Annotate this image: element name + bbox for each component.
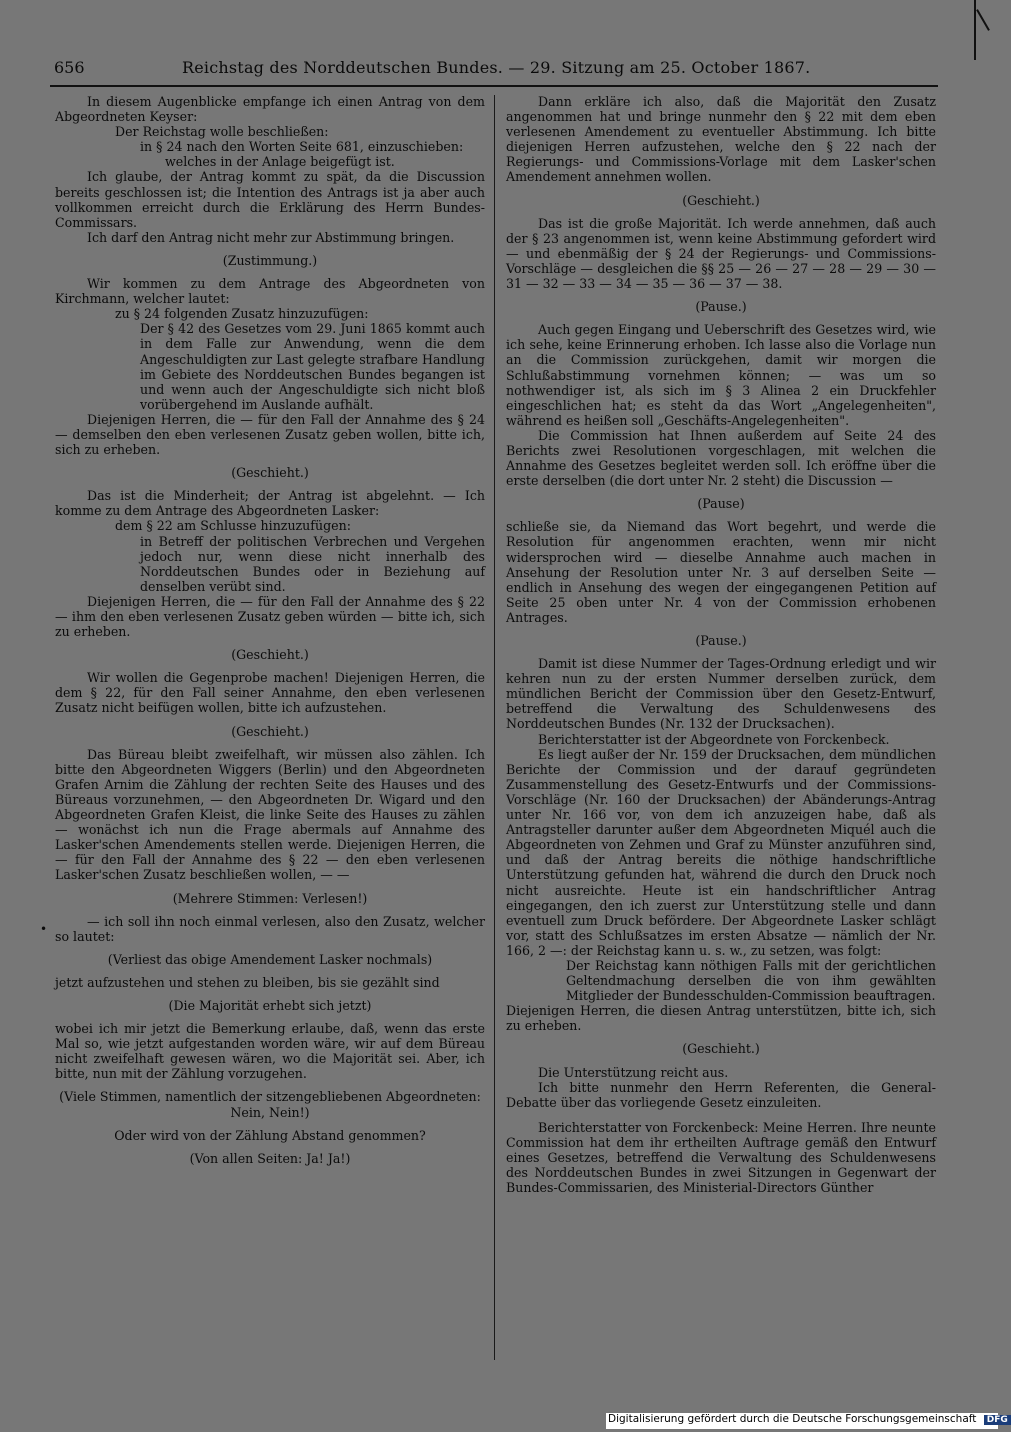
paragraph: Die Commission hat Ihnen außerdem auf Seite 24 des Berichts zwei Resolutionen vorgeschlagen, mit welchen die Annahme des Gesetzes begleitet werden soll. Ich eröffne über die erste derselben (die dort unter Nr. 2 steht) die Discussion —	[506, 427, 936, 489]
stage-direction: (Pause.)	[695, 633, 747, 648]
stage-direction: Oder wird von der Zählung Abstand genommen?	[114, 1127, 426, 1143]
paragraph: Damit ist diese Nummer der Tages-Ordnung erledigt und wir kehren nun zu der ersten Nummer derselben zurück, dem mündlichen Bericht der Commission über den Gesetz-Entwurf, betreffend die Verwaltung des Schuldenwesens des Norddeutschen Bundes (Nr. 132 der Drucksachen).	[506, 656, 936, 732]
paragraph: Wir kommen zu dem Antrage des Abgeordneten von Kirchmann, welcher lautet:	[55, 276, 485, 307]
paragraph: Das ist die Minderheit; der Antrag ist abgelehnt. — Ich komme zu dem Antrage des Abgeordneten Lasker:	[55, 488, 485, 519]
stage-direction: (Von allen Seiten: Ja! Ja!)	[189, 1150, 351, 1166]
paragraph: Berichterstatter ist der Abgeordnete von Forckenbeck.	[538, 731, 890, 747]
margin-mark: •	[40, 922, 48, 936]
stage-direction: (Geschieht.)	[682, 192, 760, 208]
paragraph: Der Reichstag wolle beschließen:	[115, 124, 329, 140]
paragraph: Das ist die große Majorität. Ich werde annehmen, daß auch der § 23 angenommen ist, wenn keine Abstimmung gefordert wird — und ebenmäßig der § 24 der Regierungs- und Commissions-Vorschläge — desgleichen die §§ 25 — 26 — 27 — 28 — 29 — 30 — 31 — 32 — 33 — 34 — 35 — 36 — 37 — 38.	[506, 215, 936, 292]
stage-direction: (Geschieht.)	[231, 465, 309, 481]
paragraph: in Betreff der politischen Verbrechen und Vergehen jedoch nur, wenn diese nicht innerhalb des Norddeutschen Bundes oder in Beziehung auf denselben verübt sind.	[140, 533, 485, 594]
paragraph: Dann erkläre ich also, daß die Majorität den Zusatz angenommen hat und bringe nunmehr den § 22 mit dem eben verlesenen Amendement zu eventueller Abstimmung. Ich bitte diejenigen Herren aufzustehen, welche den § 22 nach der Regierungs- und Commissions-Vorlage mit dem Lasker'schen Amendement annehmen wollen.	[506, 94, 936, 185]
spacer	[506, 1110, 936, 1120]
footer-text: Digitalisierung gefördert durch die Deutsche Forschungsgemeinschaft	[608, 1413, 977, 1425]
stage-direction: (Geschieht.)	[682, 1041, 760, 1057]
paragraph: Diejenigen Herren, die — für den Fall der Annahme des § 22 — ihm den eben verlesenen Zusatz geben würden — bitte ich, sich zu erheben.	[55, 593, 485, 640]
paragraph: In diesem Augenblicke empfange ich einen Antrag von dem Abgeordneten Keyser:	[55, 94, 485, 125]
paragraph: Diejenigen Herren, die — für den Fall der Annahme des § 24 — demselben den eben verlesenen Zusatz geben wollen, bitte ich, sich zu erheben.	[55, 411, 485, 458]
paragraph: Die Unterstützung reicht aus.	[538, 1064, 729, 1080]
paragraph: Ich glaube, der Antrag kommt zu spät, da die Discussion bereits geschlossen ist; die Intention des Antrags ist ja aber auch vollkommen erreicht durch die Erklärung des Herrn Bundes-Commissars.	[55, 169, 485, 230]
left-column	[55, 94, 485, 1174]
stage-direction: (Viele Stimmen, namentlich der sitzengebliebenen Abgeordneten: Nein, Nein!)	[59, 1089, 481, 1120]
paragraph: Ich darf den Antrag nicht mehr zur Abstimmung bringen.	[87, 229, 455, 245]
stage-direction: (Geschieht.)	[231, 723, 309, 739]
stage-direction: (Verliest das obige Amendement Lasker nochmals)	[107, 951, 433, 967]
column-divider	[494, 95, 495, 1360]
stage-direction: (Geschieht.)	[231, 647, 309, 663]
running-title: Reichstag des Norddeutschen Bundes. — 29. Sitzung am 25. October 1867.	[182, 58, 811, 77]
stage-direction: (Zustimmung.)	[222, 252, 318, 268]
page-number: 656	[54, 58, 85, 77]
stage-direction: (Die Majorität erhebt sich jetzt)	[168, 997, 372, 1013]
paragraph: Auch gegen Eingang und Ueberschrift des Gesetzes wird, wie ich sehe, keine Erinnerung erhoben. Ich lasse also die Vorlage nun an die Commission zurückgehen, damit wir morgen die Schlußabstimmung vornehmen können; — was um so nothwendiger ist, als sich im § 3 Alinea 2 ein Druckfehler eingeschlichen hat; es steht da das Wort „Angelegenheiten", während es heißen soll „Geschäfts-Angelegenheiten".	[506, 322, 936, 428]
paragraph: wobei ich mir jetzt die Bemerkung erlaube, daß, wenn das erste Mal so, wie jetzt aufgestanden worden wäre, wir auf dem Büreau nicht zweifelhaft gewesen wären, wo die Majorität sei. Aber, ich bitte, nun mit der Zählung vorzugehen.	[55, 1021, 485, 1082]
paragraph: Wir wollen die Gegenprobe machen! Diejenigen Herren, die dem § 22, für den Fall seiner Annahme, den eben verlesenen Zusatz nicht beifügen wollen, bitte ich aufzustehen.	[55, 670, 485, 716]
stage-direction: (Pause.)	[695, 299, 747, 315]
page-header	[40, 58, 940, 82]
dfg-logo: DFG	[984, 1415, 1011, 1425]
paragraph: Der Reichstag kann nöthigen Falls mit der gerichtlichen Geltendmachung derselben die von ihm gewählten Mitglieder der Bundesschulden-Commission beauftragen.	[566, 957, 936, 1004]
paragraph: zu § 24 folgenden Zusatz hinzuzufügen:	[115, 306, 369, 322]
right-column	[506, 94, 936, 1195]
paragraph: Das Büreau bleibt zweifelhaft, wir müssen also zählen. Ich bitte den Abgeordneten Wiggers (Berlin) und den Abgeordneten Grafen Arnim die Zählung der rechten Seite des Hauses und des Büreaus vorzunehmen, — den Abgeordneten Dr. Wigard und den Abgeordneten Grafen Kleist, die linke Seite des Hauses zu zählen — wonächst ich nun die Frage abermals auf Annahme des Lasker'schen Amendements stellen werde. Diejenigen Herren, die — für den Fall der Annahme des § 22 — den eben verlesenen Lasker'schen Zusatz beschließen wollen, — —	[55, 746, 485, 883]
footer-credit	[606, 1413, 1008, 1429]
paragraph: — ich soll ihn noch einmal verlesen, also den Zusatz, welcher so lautet:	[55, 913, 485, 944]
stage-direction: (Mehrere Stimmen: Verlesen!)	[172, 890, 368, 906]
header-rule	[50, 85, 938, 87]
paragraph: in § 24 nach den Worten Seite 681, einzuschieben:	[140, 139, 464, 155]
paragraph: dem § 22 am Schlusse hinzuzufügen:	[115, 518, 351, 534]
paragraph: welches in der Anlage beigefügt ist.	[165, 154, 395, 170]
paragraph: Der § 42 des Gesetzes vom 29. Juni 1865 kommt auch in dem Falle zur Anwendung, wenn die dem Angeschuldigten zur Last gelegte strafbare Handlung im Gebiete des Norddeutschen Bundes begangen ist und wenn auch der Angeschuldigte sich nicht bloß vorübergehend im Auslande aufhält.	[140, 321, 485, 412]
paragraph: Es liegt außer der Nr. 159 der Drucksachen, dem mündlichen Berichte der Commission und der darauf gegründeten Zusammenstellung des Gesetz-Entwurfs und der Commissions-Vorschläge (Nr. 160 der Drucksachen) der Abänderungs-Antrag unter Nr. 166 vor, von dem ich anzuzeigen habe, daß als Antragsteller darunter außer dem Abgeordneten Miquél auch die Abgeordneten von Zehmen und Graf zu Münster anzuführen sind, und daß der Antrag bereits die nöthige handschriftliche Unterstützung gefunden hat, während die durch den Druck noch nicht ausreichte. Heute ist ein handschriftlicher Antrag eingegangen, den ich zuerst zur Unterstützung stelle und dann eventuell zum Druck befördere. Der Abgeordnete Lasker schlägt vor, statt des Schlußsatzes im ersten Absatze — nämlich der Nr. 166, 2 —: der Reichstag kann u. s. w., zu setzen, was folgt:	[506, 746, 936, 958]
paragraph: Berichterstatter von Forckenbeck: Meine Herren. Ihre neunte Commission hat dem ihr ertheilten Auftrage gemäß den Entwurf eines Gesetzes, betreffend die Verwaltung des Schuldenwesens des Norddeutschen Bundes in zwei Sitzungen in Gegenwart der Bundes-Commissarien, des Ministerial-Directors Günther	[506, 1119, 936, 1196]
paragraph: Ich bitte nunmehr den Herrn Referenten, die General-Debatte über das vorliegende Gesetz einzuleiten.	[506, 1079, 936, 1110]
paragraph: Diejenigen Herren, die diesen Antrag unterstützen, bitte ich, sich zu erheben.	[506, 1003, 936, 1034]
stage-direction: (Pause)	[697, 496, 745, 512]
paragraph: schließe sie, da Niemand das Wort begehrt, und werde die Resolution für angenommen erachten, wenn mir nicht widersprochen wird — dieselbe Annahme auch machen in Ansehung der Resolution unter Nr. 3 auf derselben Seite — endlich in Ansehung des wegen der eingegangenen Petition auf Seite 25 oben unter Nr. 4 von der Commission erhobenen Antrages.	[506, 519, 936, 625]
page-edge-marks	[972, 0, 992, 70]
paragraph: jetzt aufzustehen und stehen zu bleiben, bis sie gezählt sind	[55, 974, 440, 990]
